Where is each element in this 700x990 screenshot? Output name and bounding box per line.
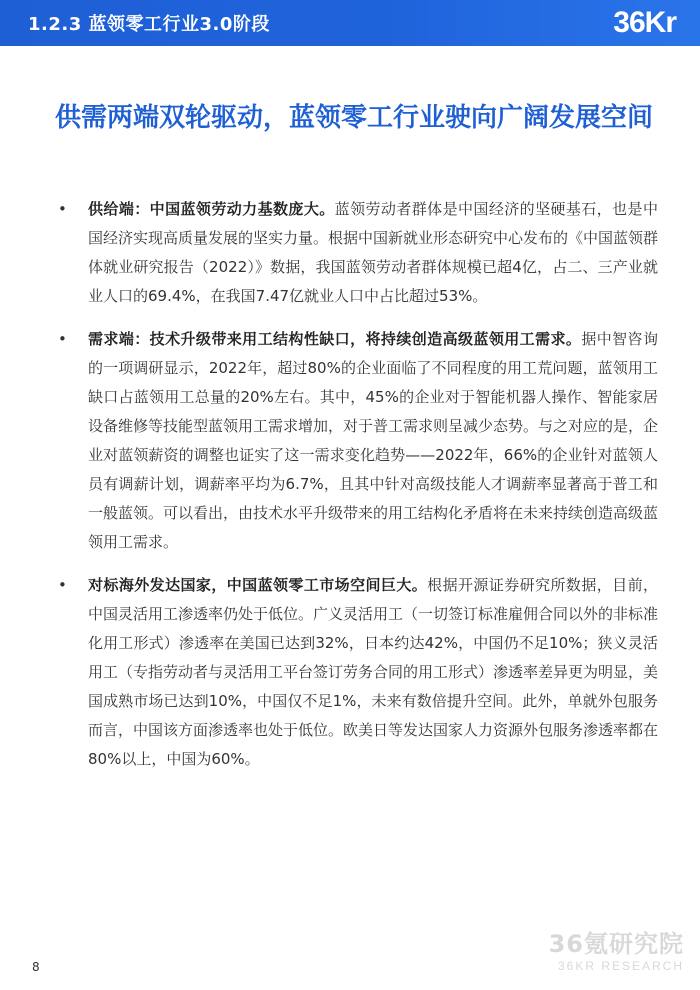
section-title: 1.2.3 蓝领零工行业3.0阶段 <box>28 14 270 35</box>
bullet-demand <box>58 325 658 557</box>
header-bar <box>0 0 700 46</box>
bullet-overseas <box>58 571 658 774</box>
bullet-lead: 供给端：中国蓝领劳动力基数庞大。 <box>88 200 335 218</box>
page-headline: 供需两端双轮驱动，蓝领零工行业驶向广阔发展空间 <box>55 103 654 133</box>
watermark <box>549 930 684 974</box>
bullet-lead: 对标海外发达国家，中国蓝领零工市场空间巨大。 <box>88 576 428 594</box>
watermark-cn: 36氪研究院 <box>548 930 684 958</box>
bullet-body: 根据开源证券研究所数据，目前，中国灵活用工渗透率仍处于低位。广义灵活用工（一切签订标准雇佣合同以外的非标准化用工形式）渗透率在美国已达到32%，日本约达42%，中国仍不足10%；狭义灵活用工（专指劳动者与灵活用工平台签订劳务合同的用工形式）渗透率差异更为明显，美国成熟市场已达到10%，中国仅不足1%，未来有数倍提升空间。此外，单就外包服务而言，中国该方面渗透率也处于低位。欧美日等发达国家人力资源外包服务渗透率都在80%以上，中国为60%。 <box>88 576 659 768</box>
bullet-dot: • <box>58 330 67 348</box>
bullet-dot: • <box>58 200 67 218</box>
bullet-body: 蓝领劳动者群体是中国经济的坚硬基石，也是中国经济实现高质量发展的坚实力量。根据中国新就业形态研究中心发布的《中国蓝领群体就业研究报告（2022）》数据，我国蓝领劳动者群体规模已超4亿，占二、三产业就业人口的69.4%，在我国7.47亿就业人口中占比超过53%。 <box>88 200 659 305</box>
page-number: 8 <box>32 960 40 974</box>
36kr-logo: 36Kr <box>613 6 676 39</box>
watermark-en: 36KR RESEARCH <box>557 959 684 973</box>
bullet-body: 据中智咨询的一项调研显示，2022年，超过80%的企业面临了不同程度的用工荒问题，蓝领用工缺口占蓝领用工总量的20%左右。其中，45%的企业对于智能机器人操作、智能家居设备维修等技能型蓝领用工需求增加，对于普工需求则呈减少态势。与之对应的是，企业对蓝领薪资的调整也证实了这一需求变化趋势——2022年，66%的企业针对蓝领人员有调薪计划，调薪率平均为6.7%，且其中针对高级技能人才调薪率显著高于普工和一般蓝领。可以看出，由技术水平升级带来的用工结构化矛盾将在未来持续创造高级蓝领用工需求。 <box>88 330 659 551</box>
bullet-dot: • <box>58 576 67 594</box>
bullet-list <box>58 195 658 788</box>
bullet-lead: 需求端：技术升级带来用工结构性缺口，将持续创造高级蓝领用工需求。 <box>88 330 582 348</box>
bullet-supply <box>58 195 658 311</box>
